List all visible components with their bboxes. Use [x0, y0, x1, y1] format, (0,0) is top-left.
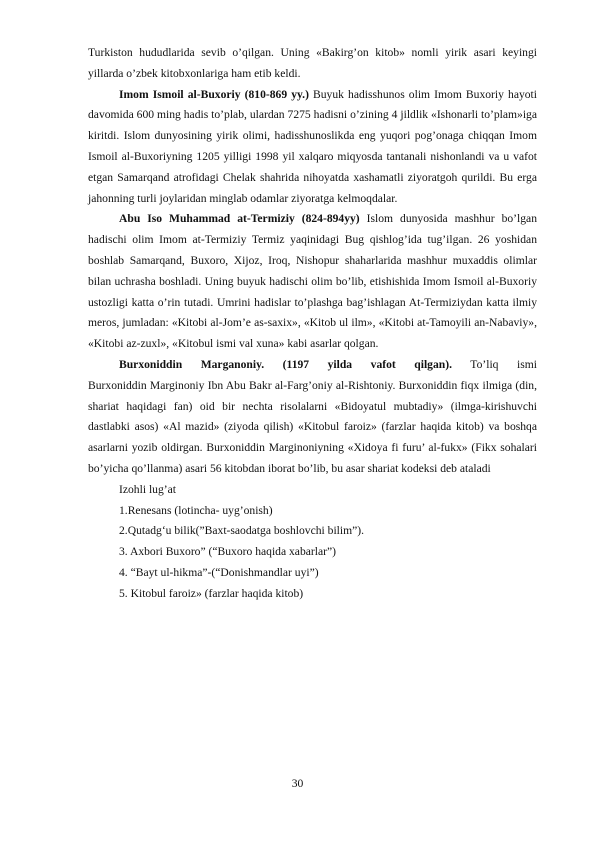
termiziy-paragraph: [88, 209, 537, 355]
glossary-item: 4. “Bayt ul-hikma”-(“Donishmandlar uyi”): [119, 565, 319, 579]
intro-paragraph: Turkiston hududlarida sevib o’qilgan. Uning «Bakirg’on kitob» nomli yirik asari keyingi yillarda o’zbek kitobxonlariga ham etib keldi.: [88, 46, 537, 80]
glossary-item: 3. Axbori Buxoro” (“Buxoro haqida xabarlar”): [119, 545, 336, 559]
glossary-title: Izohli lug’at: [119, 482, 176, 496]
marganoniy-heading-line: [88, 355, 537, 376]
glossary-item: 2.Qutadg‘u bilik(”Baxt-saodatga boshlovchi bilim”).: [119, 524, 365, 538]
page-number: 30: [291, 777, 304, 790]
imom-buxoriy-paragraph: [88, 85, 537, 210]
marganoniy-body: Burxoniddin Marginoniy Ibn Abu Bakr al-Farg’oniy al-Rishtoniy. Burxoniddin fiqx ilmiga (din, shariat haqidagi fan) oid bir nechta risolalarni «Bidoyatul mubtadiy» (ilmga-kirishuvchi dastlabki asos) «Al mazid» (ziyoda qilish) «Kitobul faroiz» (farzlar haqida kitob) va boshqa asarlarni yozib oldirgan. Burxoniddin Marginoniyning «Xidoya fi furu’ al-fukx» (Fikx sohalari bo’yicha qo’llanma) asari 56 kitobdan iborat bo’lib, bu asar shariat kodeksi deb ataladi: [88, 378, 537, 475]
marganoniy-heading: Burxoniddin Marganoniy. (1197 yilda vafot qilgan).: [119, 357, 452, 371]
imom-buxoriy-heading: Imom Ismoil al-Buxoriy (810-869 yy.): [119, 87, 309, 101]
glossary-list: [88, 501, 537, 605]
termiziy-body: Islom dunyosida mashhur bo’lgan hadischi olim Imom at-Termiziy Termiz yaqinidagi Bug qishlog’ida tug’ilgan. 26 yoshidan boshlab Samarqand, Buxoro, Xijoz, Iroq, Nishopur shaharlarida mashhur muxaddis olimlar bilan uchrasha boshladi. Uning buyuk hadischi olim bo’lib, etishishida Imom Ismoil al-Buxoriy ustozligi katta o’rin tutadi. Umrini hadislar to’plashga bag’ishlagan At-Termiziydan katta ilmiy meros, jumladan: «Kitobi al-Jom’e as-saxix», «Kitob ul ilm», «Kitobi at-Tamoyili an-Nabaviy», «Kitobi az-zuxl», «Kitobul ismi val xuna» kabi asarlar qolgan.: [88, 212, 537, 351]
imom-buxoriy-body: Buyuk hadisshunos olim Imom Buxoriy hayoti davomida 600 ming hadis to’plab, ulardan 7275 hadisni o’zining 4 jildlik «Ishonarli to’plam»iga kiritdi. Islom dunyosining yirik olimi, hadisshunoslikda eng yuqori pog’onaga chiqqan Imom Ismoil al-Buxoriyning 1205 yilligi 1998 yil xalqaro miqyosda tantanali nishonlandi va u vafot etgan Samarqand atrofidagi Chelak shahrida nihoyatda xashamatli ziyoratgoh qurildi. Bu erga jahonning turli joylaridan minglab odamlar ziyoratga kelmoqdalar.: [88, 87, 537, 205]
termiziy-heading: Abu Iso Muhammad at-Termiziy (824-894yy): [119, 212, 360, 226]
glossary-item: 5. Kitobul faroiz» (farzlar haqida kitob): [119, 586, 304, 600]
marganoniy-heading-tail: To’liq ismi: [451, 357, 537, 371]
glossary-item: 1.Renesans (lotincha- uyg’onish): [119, 503, 273, 517]
document-page: [88, 43, 537, 605]
